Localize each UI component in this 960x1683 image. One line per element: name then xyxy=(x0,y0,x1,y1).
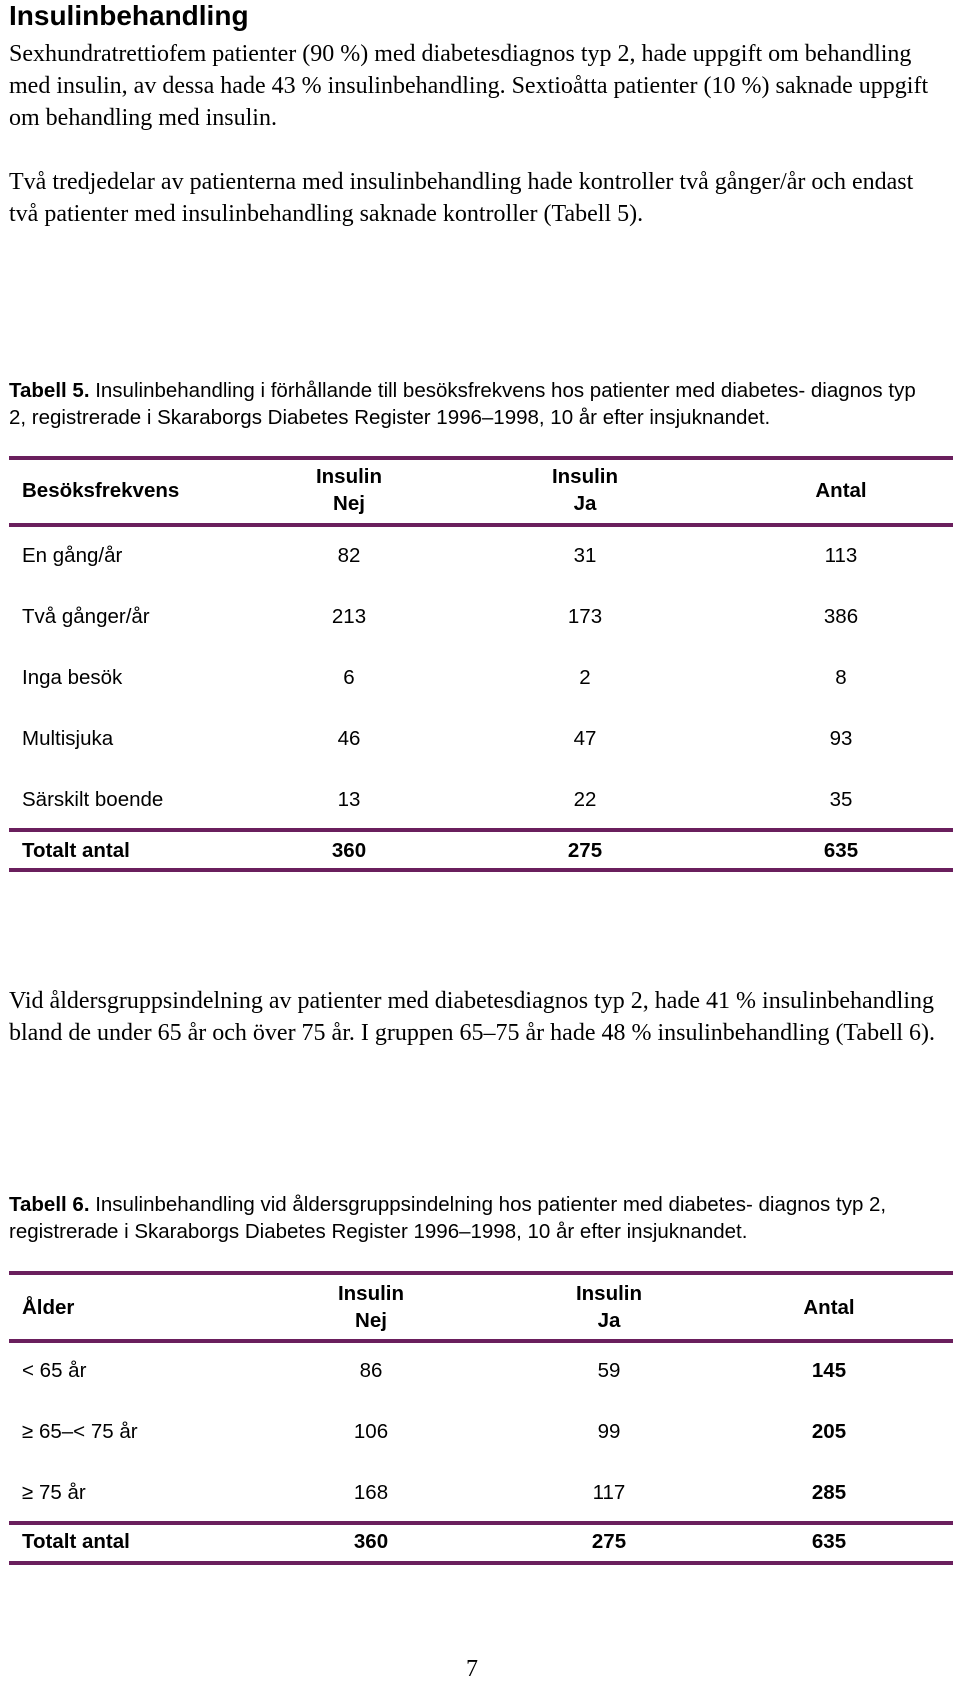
table6-cell-nej: 168 xyxy=(353,1481,389,1504)
table5-header-insulin-ja-line2: Ja xyxy=(573,492,597,515)
table6-cell-antal: 285 xyxy=(811,1481,847,1504)
table6-caption-text: Insulinbehandling vid åldersgruppsindelning hos patienter med diabetes- diagnos typ 2, registrerade i Skaraborgs Diabetes Register 1996–1998, 10 år efter insjuknandet. xyxy=(9,1193,887,1243)
table6-cell-ja: 59 xyxy=(597,1359,621,1382)
table5-row-label: Särskilt boende xyxy=(22,788,164,811)
table5-caption-label: Tabell 5. xyxy=(9,379,90,402)
table5-cell-antal: 93 xyxy=(829,727,853,750)
paragraph-age-groups: Vid åldersgruppsindelning av patienter med diabetesdiagnos typ 2, hade 41 % insulinbehandling bland de under 65 år och över 75 år. I gruppen 65–75 år hade 48 % insulinbehandling (Tabell 6). xyxy=(9,988,936,1046)
table5-cell-nej: 82 xyxy=(337,544,361,567)
table5-header-insulin-nej-line2: Nej xyxy=(333,492,365,515)
table6-total-nej: 360 xyxy=(353,1530,389,1553)
table5-total-label: Totalt antal xyxy=(22,839,130,862)
table6-header-insulin-nej-line1: Insulin xyxy=(337,1282,405,1305)
paragraph-controls: Två tredjedelar av patienterna med insulinbehandling hade kontroller två gånger/år och endast två patienter med insulinbehandling saknade kontroller (Tabell 5). xyxy=(9,169,914,227)
table5-header-antal: Antal xyxy=(815,479,867,502)
table5-total-ja: 275 xyxy=(567,839,603,862)
table6-header-insulin-nej-line2: Nej xyxy=(355,1309,387,1332)
table5-cell-nej: 213 xyxy=(331,605,367,628)
table5-row-label: Multisjuka xyxy=(22,727,114,750)
table5-bottom-rule xyxy=(9,868,953,872)
table5-cell-ja: 173 xyxy=(567,605,603,628)
table6-header-rule xyxy=(9,1339,953,1343)
section-heading: Insulinbehandling xyxy=(9,0,249,31)
table5-cell-ja: 2 xyxy=(579,666,591,689)
table6-total-ja: 275 xyxy=(591,1530,627,1553)
table5-cell-antal: 113 xyxy=(824,544,858,567)
paragraph-insulin-intro: Sexhundratrettiofem patienter (90 %) med diabetesdiagnos typ 2, hade uppgift om behandling med insulin, av dessa hade 43 % insulinbehandling. Sextioåtta patienter (10 %) saknade uppgift om behandling med insulin. xyxy=(9,41,929,131)
table6-bottom-rule xyxy=(9,1561,953,1565)
table6-total-antal: 635 xyxy=(811,1530,847,1553)
table5-row-label: Två gånger/år xyxy=(22,605,150,628)
table6-header-insulin-ja-line1: Insulin xyxy=(575,1282,643,1305)
table6-header-insulin-ja-line2: Ja xyxy=(597,1309,621,1332)
table5-top-rule xyxy=(9,456,953,460)
table6-row-label: < 65 år xyxy=(22,1359,87,1382)
table6-cell-ja: 99 xyxy=(597,1420,621,1443)
table5-total-antal: 635 xyxy=(823,839,859,862)
table5-cell-antal: 35 xyxy=(829,788,853,811)
table5-caption xyxy=(9,377,929,431)
table6-total-label: Totalt antal xyxy=(22,1530,130,1553)
table6-cell-antal: 205 xyxy=(811,1420,847,1443)
table5-cell-antal: 8 xyxy=(835,666,847,689)
table6-total-rule xyxy=(9,1521,953,1525)
table5 xyxy=(9,456,953,872)
table5-caption-text: Insulinbehandling i förhållande till besöksfrekvens hos patienter med diabetes- diagnos typ 2, registrerade i Skaraborgs Diabetes Register 1996–1998, 10 år efter insjuknandet. xyxy=(9,379,916,429)
table5-total-rule xyxy=(9,828,953,832)
table6-cell-nej: 86 xyxy=(359,1359,383,1382)
table5-cell-nej: 13 xyxy=(337,788,361,811)
table6-caption-label: Tabell 6. xyxy=(9,1193,90,1216)
table5-header-rule xyxy=(9,523,953,527)
table5-cell-ja: 22 xyxy=(573,788,597,811)
page-number: 7 xyxy=(466,1656,478,1682)
table5-row-label: En gång/år xyxy=(22,544,123,567)
table5-cell-antal: 386 xyxy=(823,605,859,628)
table6-top-rule xyxy=(9,1271,953,1275)
table6-cell-antal: 145 xyxy=(811,1359,847,1382)
table5-row-label: Inga besök xyxy=(22,666,123,689)
table6-header-alder: Ålder xyxy=(22,1296,75,1319)
table5-cell-ja: 47 xyxy=(573,727,597,750)
table5-header-insulin-ja-line1: Insulin xyxy=(551,465,619,488)
table6-header-antal: Antal xyxy=(803,1296,855,1319)
table5-cell-nej: 46 xyxy=(337,727,361,750)
table6-row-label: ≥ 65–< 75 år xyxy=(22,1420,138,1443)
table5-cell-nej: 6 xyxy=(343,666,355,689)
table5-cell-ja: 31 xyxy=(573,544,597,567)
table6 xyxy=(9,1271,953,1567)
table5-header-besoksfrekvens: Besöksfrekvens xyxy=(22,479,180,502)
table6-row-label: ≥ 75 år xyxy=(22,1481,86,1504)
table5-total-nej: 360 xyxy=(331,839,367,862)
table5-header-insulin-nej-line1: Insulin xyxy=(315,465,383,488)
table6-cell-nej: 106 xyxy=(353,1420,389,1443)
table6-cell-ja: 117 xyxy=(592,1481,626,1504)
table6-caption xyxy=(9,1191,929,1245)
